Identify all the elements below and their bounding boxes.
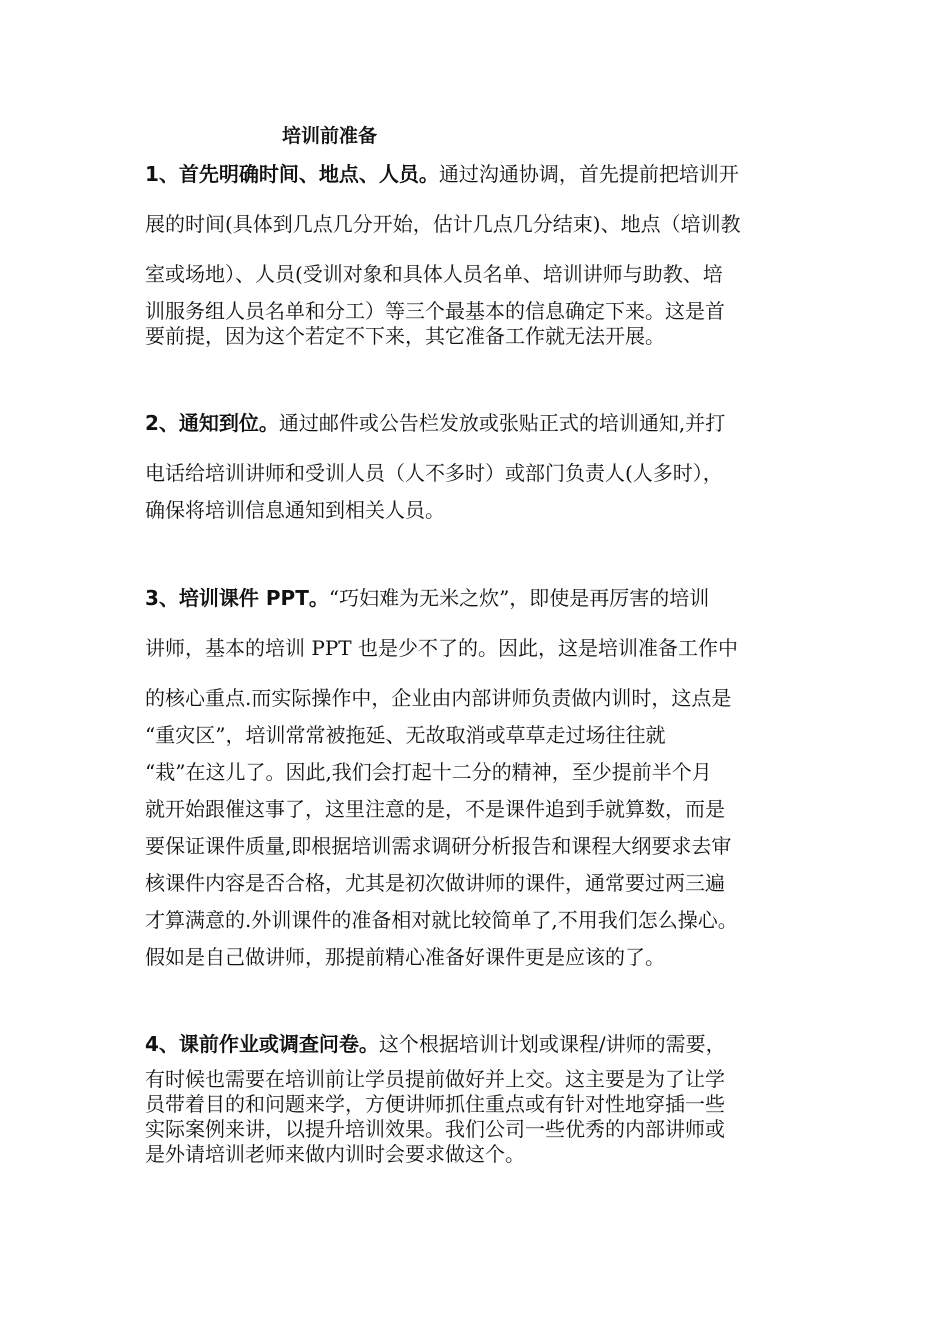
section-3-line-10: 假如是自己做讲师，那提前精心准备好课件更是应该的了。 [145, 945, 665, 969]
section-4-line-1 [145, 1030, 726, 1058]
section-1-line-4: 训服务组人员名单和分工）等三个最基本的信息确定下来。这是首 [145, 299, 725, 323]
section-2-line-1 [145, 409, 725, 437]
section-3-line-5: “栽”在这儿了。因此,我们会打起十二分的精神，至少提前半个月 [145, 760, 712, 784]
section-3-line-4: “重灾区”，培训常常被拖延、无故取消或草草走过场往往就 [145, 723, 666, 747]
section-4-line-2: 有时候也需要在培训前让学员提前做好并上交。这主要是为了让学 [145, 1067, 725, 1091]
section-4-line-4: 实际案例来讲，以提升培训效果。我们公司一些优秀的内部讲师或 [145, 1117, 725, 1141]
section-2-heading: 2、通知到位。 [145, 411, 279, 435]
section-3-line-1 [145, 584, 709, 612]
section-3-line-8: 核课件内容是否合格，尤其是初次做讲师的课件，通常要过两三遍 [145, 871, 725, 895]
section-3-line-7: 要保证课件质量,即根据培训需求调研分析报告和课程大纲要求去审 [145, 834, 732, 858]
section-1-line-1 [145, 160, 739, 188]
section-3-line-9: 才算满意的.外训课件的准备相对就比较简单了,不用我们怎么操心。 [145, 908, 738, 932]
section-1-line-5: 要前提，因为这个若定不下来，其它准备工作就无法开展。 [145, 324, 665, 348]
section-3-line-2: 讲师，基本的培训 PPT 也是少不了的。因此，这是培训准备工作中 [145, 636, 738, 660]
section-1-line-2: 展的时间(具体到几点几分开始，估计几点几分结束)、地点（培训教 [145, 212, 741, 236]
section-1-heading: 1、首先明确时间、地点、人员。 [145, 162, 439, 186]
section-1-text: 通过沟通协调，首先提前把培训开 [438, 162, 739, 186]
section-4-line-3: 员带着目的和问题来学，方便讲师抓住重点或有针对性地穿插一些 [145, 1092, 725, 1116]
section-4-heading: 4、课前作业或调查问卷。 [145, 1032, 379, 1056]
section-1-line-3: 室或场地）、人员(受训对象和具体人员名单、培训讲师与助教、培 [145, 262, 723, 286]
section-3-heading: 3、培训课件 PPT。 [145, 586, 329, 610]
section-2-text: 通过邮件或公告栏发放或张贴正式的培训通知,并打 [278, 411, 726, 435]
section-3-text: “巧妇难为无米之炊”，即使是再厉害的培训 [328, 586, 710, 610]
section-3-line-3: 的核心重点.而实际操作中，企业由内部讲师负责做内训时，这点是 [145, 686, 732, 710]
section-4-text: 这个根据培训计划或课程/讲师的需要， [378, 1032, 726, 1056]
page-title: 培训前准备 [282, 125, 378, 147]
section-3-line-6: 就开始跟催这事了，这里注意的是，不是课件追到手就算数，而是 [145, 797, 725, 821]
section-2-line-2: 电话给培训讲师和受训人员（人不多时）或部门负责人(人多时）， [145, 461, 723, 485]
section-2-line-3: 确保将培训信息通知到相关人员。 [145, 498, 445, 522]
section-4-line-5: 是外请培训老师来做内训时会要求做这个。 [145, 1142, 525, 1166]
